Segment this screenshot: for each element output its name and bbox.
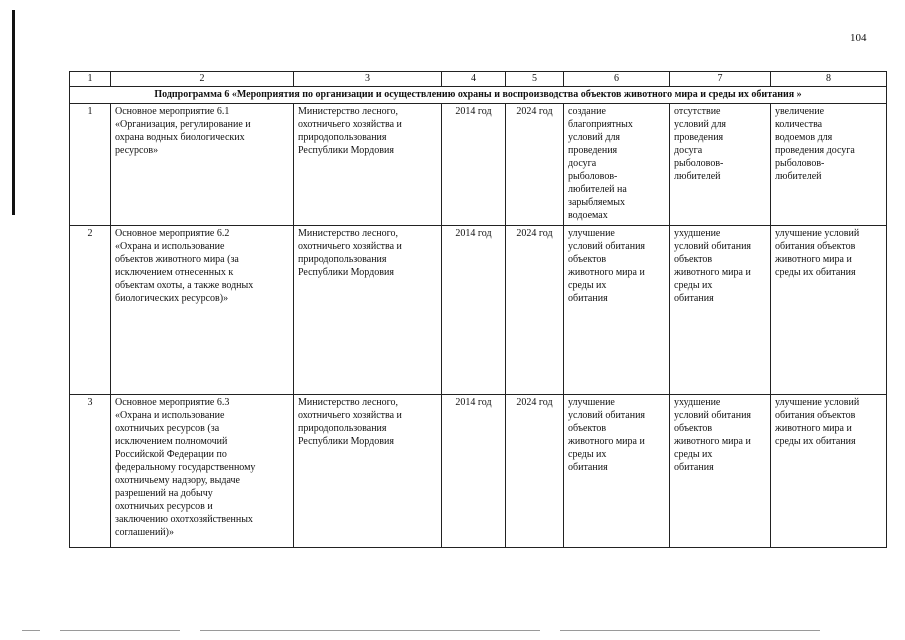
cell-event-line: заключению охотхозяйственных: [115, 514, 253, 525]
cell-number: 3: [70, 395, 111, 548]
cell-indicator-line: обитания объектов: [775, 410, 856, 421]
cell-event-line: Основное мероприятие 6.3: [115, 397, 230, 408]
cell-expected-result-line: среды их: [568, 280, 607, 291]
cell-start-year: 2014 год: [442, 104, 506, 226]
cell-executor-line: охотничьего хозяйства и: [298, 241, 402, 252]
cell-indicator: [771, 104, 887, 226]
page-number: 104: [850, 32, 867, 44]
cell-event-line: Российской Федерации по: [115, 449, 227, 460]
cell-consequence-line: обитания: [674, 293, 714, 304]
cell-event-line: биологических ресурсов)»: [115, 293, 229, 304]
cell-indicator-line: водоемов для: [775, 132, 833, 143]
cell-consequence-line: досуга: [674, 145, 703, 156]
cell-consequence: [670, 395, 771, 548]
cell-executor-line: природопользования: [298, 423, 387, 434]
cell-event: [111, 395, 294, 548]
cell-consequence-line: среды их: [674, 280, 713, 291]
cell-consequence-line: ухудшение: [674, 397, 721, 408]
subprogram-title: Подпрограмма 6 «Мероприятия по организации и осуществлению охраны и воспроизводства объектов животного мира и среды их обитания »: [70, 87, 887, 104]
cell-event-line: исключением отнесенных к: [115, 267, 234, 278]
cell-executor-line: Республики Мордовия: [298, 267, 394, 278]
cell-event-line: объектов животного мира (за: [115, 254, 239, 265]
cell-event-line: федеральному государственному: [115, 462, 256, 473]
cell-expected-result-line: объектов: [568, 254, 607, 265]
column-number: 5: [506, 72, 564, 87]
cell-consequence-line: животного мира и: [674, 267, 751, 278]
cell-event-line: соглашений)»: [115, 527, 174, 538]
table-row: [70, 395, 887, 548]
cell-executor: [294, 395, 442, 548]
column-number: 6: [564, 72, 670, 87]
cell-expected-result-line: рыболовов-: [568, 171, 618, 182]
cell-event-line: охрана водных биологических: [115, 132, 245, 143]
cell-consequence-line: любителей: [674, 171, 721, 182]
cell-consequence-line: ухудшение: [674, 228, 721, 239]
cell-consequence: [670, 226, 771, 395]
cell-expected-result-line: условий обитания: [568, 410, 646, 421]
column-number: 3: [294, 72, 442, 87]
cell-expected-result-line: досуга: [568, 158, 597, 169]
cell-expected-result-line: условий для: [568, 132, 621, 143]
table-body: [70, 104, 887, 548]
cell-indicator-line: улучшение условий: [775, 397, 860, 408]
cell-event-line: «Охрана и использование: [115, 241, 225, 252]
cell-consequence-line: условий обитания: [674, 241, 752, 252]
cell-executor-line: охотничьего хозяйства и: [298, 410, 402, 421]
cell-expected-result-line: обитания: [568, 293, 608, 304]
cell-executor: [294, 104, 442, 226]
column-number: 7: [670, 72, 771, 87]
cell-expected-result-line: зарыбляемых: [568, 197, 626, 208]
cell-indicator-line: рыболовов-: [775, 158, 825, 169]
cell-executor-line: Республики Мордовия: [298, 145, 394, 156]
cell-executor-line: Министерство лесного,: [298, 397, 398, 408]
cell-consequence-line: объектов: [674, 254, 713, 265]
cell-consequence-line: рыболовов-: [674, 158, 724, 169]
cell-executor-line: Министерство лесного,: [298, 228, 398, 239]
cell-event-line: исключением полномочий: [115, 436, 228, 447]
cell-consequence-line: животного мира и: [674, 436, 751, 447]
cell-consequence-line: среды их: [674, 449, 713, 460]
table-row: [70, 104, 887, 226]
cell-indicator-line: обитания объектов: [775, 241, 856, 252]
cell-expected-result: [564, 104, 670, 226]
cell-expected-result-line: водоемах: [568, 210, 608, 221]
cell-expected-result-line: улучшение: [568, 397, 615, 408]
cell-indicator-line: животного мира и: [775, 423, 852, 434]
cell-event-line: «Организация, регулирование и: [115, 119, 251, 130]
cell-expected-result-line: объектов: [568, 423, 607, 434]
cell-indicator: [771, 226, 887, 395]
cell-consequence-line: условий для: [674, 119, 727, 130]
cell-executor-line: природопользования: [298, 132, 387, 143]
cell-indicator-line: увеличение: [775, 106, 825, 117]
scan-bottom-edge: [0, 630, 905, 634]
cell-expected-result: [564, 395, 670, 548]
cell-event-line: охотничьих ресурсов (за: [115, 423, 220, 434]
table-row: [70, 226, 887, 395]
cell-event-line: «Охрана и использование: [115, 410, 225, 421]
cell-expected-result-line: животного мира и: [568, 436, 645, 447]
cell-end-year: 2024 год: [506, 395, 564, 548]
cell-indicator-line: любителей: [775, 171, 822, 182]
cell-executor-line: Министерство лесного,: [298, 106, 398, 117]
cell-consequence: [670, 104, 771, 226]
cell-expected-result-line: среды их: [568, 449, 607, 460]
cell-event-line: охотничьему надзору, выдаче: [115, 475, 240, 486]
column-number: 4: [442, 72, 506, 87]
cell-number: 2: [70, 226, 111, 395]
left-margin-bar: [12, 10, 15, 215]
cell-event: [111, 226, 294, 395]
cell-executor: [294, 226, 442, 395]
cell-consequence-line: проведения: [674, 132, 724, 143]
cell-indicator-line: среды их обитания: [775, 267, 856, 278]
cell-start-year: 2014 год: [442, 395, 506, 548]
cell-start-year: 2014 год: [442, 226, 506, 395]
cell-consequence-line: отсутствие: [674, 106, 721, 117]
cell-expected-result-line: улучшение: [568, 228, 615, 239]
cell-expected-result-line: любителей на: [568, 184, 627, 195]
cell-executor-line: природопользования: [298, 254, 387, 265]
cell-number: 1: [70, 104, 111, 226]
cell-event-line: ресурсов»: [115, 145, 159, 156]
cell-expected-result-line: проведения: [568, 145, 618, 156]
cell-indicator-line: улучшение условий: [775, 228, 860, 239]
cell-event-line: объектам охоты, а также водных: [115, 280, 254, 291]
cell-expected-result: [564, 226, 670, 395]
cell-indicator-line: проведения досуга: [775, 145, 855, 156]
cell-expected-result-line: благоприятных: [568, 119, 633, 130]
cell-event-line: Основное мероприятие 6.1: [115, 106, 230, 117]
cell-event-line: Основное мероприятие 6.2: [115, 228, 230, 239]
column-number: 8: [771, 72, 887, 87]
cell-executor-line: Республики Мордовия: [298, 436, 394, 447]
cell-event-line: разрешений на добычу: [115, 488, 213, 499]
subprogram-row: [70, 87, 887, 104]
cell-indicator-line: животного мира и: [775, 254, 852, 265]
cell-indicator-line: среды их обитания: [775, 436, 856, 447]
cell-expected-result-line: животного мира и: [568, 267, 645, 278]
cell-event: [111, 104, 294, 226]
cell-expected-result-line: условий обитания: [568, 241, 646, 252]
column-number-row: [70, 72, 887, 87]
cell-consequence-line: обитания: [674, 462, 714, 473]
cell-consequence-line: условий обитания: [674, 410, 752, 421]
measures-table: [69, 71, 887, 548]
cell-event-line: охотничьих ресурсов и: [115, 501, 213, 512]
cell-end-year: 2024 год: [506, 104, 564, 226]
cell-indicator-line: количества: [775, 119, 823, 130]
cell-expected-result-line: обитания: [568, 462, 608, 473]
cell-executor-line: охотничьего хозяйства и: [298, 119, 402, 130]
cell-consequence-line: объектов: [674, 423, 713, 434]
column-number: 2: [111, 72, 294, 87]
cell-indicator: [771, 395, 887, 548]
cell-end-year: 2024 год: [506, 226, 564, 395]
cell-expected-result-line: создание: [568, 106, 606, 117]
column-number: 1: [70, 72, 111, 87]
